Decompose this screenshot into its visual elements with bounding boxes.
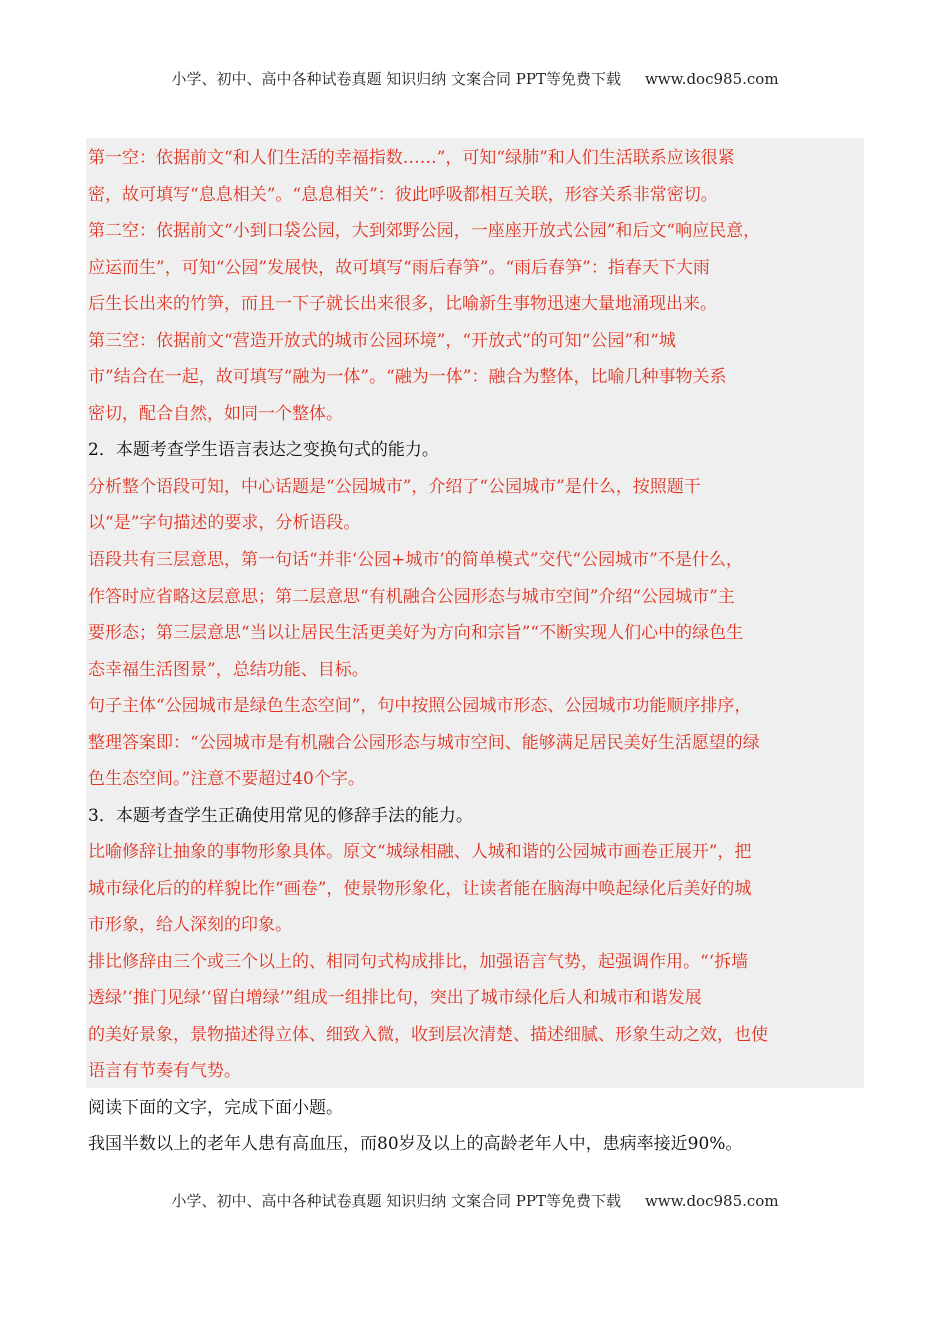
passage-text: 我国半数以上的老年人患有高血压，而80岁及以上的高龄老年人中，患病率接近90%。 [88,1134,743,1154]
text-line: 比喻修辞让抽象的事物形象具体。原文“城绿相融、人城和谐的公园城市画卷正展开”，把 [88,842,752,862]
footer-text: 小学、初中、高中各种试卷真题 知识归纳 文案合同 PPT等免费下载 [171,1192,621,1210]
text-line: 作答时应省略这层意思；第二层意思“有机融合公园形态与城市空间”介绍“公园城市”主 [88,587,735,607]
text-line: 以“是”字句描述的要求，分析语段。 [88,513,361,533]
text-line: 色生态空间。”注意不要超过40个字。 [88,769,365,789]
page-header [0,68,950,89]
text-line: 密，故可填写“息息相关”。“息息相关”：彼此呼吸都相互关联，形容关系非常密切。 [88,185,718,205]
text-line: 要形态；第三层意思“当以让居民生活更美好为方向和宗旨”“不断实现人们心中的绿色生 [88,623,744,643]
text-line: 第三空：依据前文“营造开放式的城市公园环境”，“开放式”的可知“公园”和“城 [88,331,676,351]
page-footer [0,1190,950,1211]
text-line: 语段共有三层意思，第一句话“并非‘公园+城市’的简单模式”交代“公园城市”不是什么， [88,550,743,570]
header-site-link[interactable]: www.doc985.com [644,70,779,88]
text-line: 分析整个语段可知，中心话题是“公园城市”，介绍了“公园城市”是什么，按照题干 [88,477,701,497]
text-line: 应运而生”，可知“公园”发展快，故可填写“雨后春笋”。“雨后春笋”：指春天下大雨 [88,258,710,278]
reading-instruction: 阅读下面的文字，完成下面小题。 [88,1098,343,1118]
text-line: 第一空：依据前文“和人们生活的幸福指数……”，可知“绿肺”和人们生活联系应该很紧 [88,148,735,168]
question-heading: 3．本题考查学生正确使用常见的修辞手法的能力。 [88,806,473,826]
text-line: 态幸福生活图景”，总结功能、目标。 [88,660,369,680]
text-line: 语言有节奏有气势。 [88,1061,241,1081]
text-line: 市”结合在一起，故可填写“融为一体”。“融为一体”：融合为整体，比喻几种事物关系 [88,367,727,387]
text-line: 的美好景象，景物描述得立体、细致入微，收到层次清楚、描述细腻、形象生动之效，也使 [88,1025,768,1045]
text-line: 城市绿化后的的样貌比作“画卷”，使景物形象化，让读者能在脑海中唤起绿化后美好的城 [88,879,752,899]
text-line: 透绿’‘推门见绿’‘留白增绿’”组成一组排比句，突出了城市绿化后人和城市和谐发展 [88,988,702,1008]
text-line: 密切，配合自然，如同一个整体。 [88,404,343,424]
text-line: 整理答案即：“公园城市是有机融合公园形态与城市空间、能够满足居民美好生活愿望的绿 [88,733,760,753]
text-line: 后生长出来的竹笋，而且一下子就长出来很多，比喻新生事物迅速大量地涌现出来。 [88,294,717,314]
text-line: 第二空：依据前文“小到口袋公园，大到郊野公园，一座座开放式公园”和后文“响应民意， [88,221,761,241]
text-line: 市形象，给人深刻的印象。 [88,915,292,935]
text-line: 排比修辞由三个或三个以上的、相同句式构成排比，加强语言气势，起强调作用。“‘拆墙 [88,952,749,972]
header-text: 小学、初中、高中各种试卷真题 知识归纳 文案合同 PPT等免费下载 [171,70,621,88]
answer-explanation-block [86,138,864,1088]
footer-site-link[interactable]: www.doc985.com [644,1192,779,1210]
text-line: 句子主体“公园城市是绿色生态空间”，句中按照公园城市形态、公园城市功能顺序排序， [88,696,752,716]
question-heading: 2．本题考查学生语言表达之变换句式的能力。 [88,440,439,460]
